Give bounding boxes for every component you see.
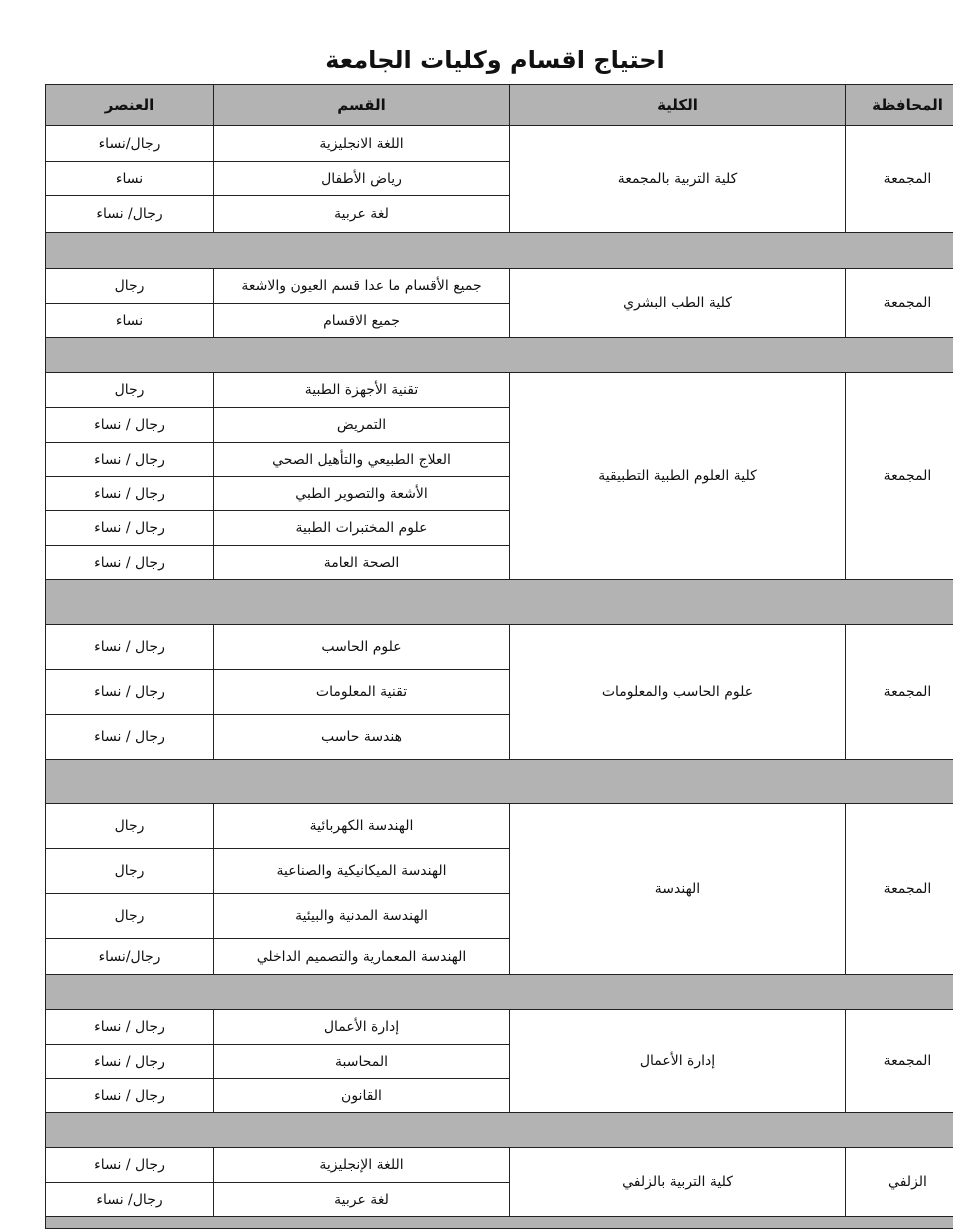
department-cell: اللغة الانجليزية bbox=[214, 126, 510, 162]
element-cell: رجال bbox=[46, 894, 214, 939]
element-cell: رجال / نساء bbox=[46, 1079, 214, 1113]
college-cell: كلية التربية بالزلفي bbox=[510, 1148, 846, 1217]
governorate-cell: المجمعة bbox=[846, 1010, 953, 1113]
department-cell: لغة عربية bbox=[214, 1183, 510, 1217]
governorate-cell: المجمعة bbox=[846, 625, 953, 760]
college-cell: الهندسة bbox=[510, 804, 846, 975]
table-row bbox=[46, 625, 953, 670]
element-cell: رجال/نساء bbox=[46, 939, 214, 975]
element-cell: رجال / نساء bbox=[46, 1010, 214, 1045]
separator-cell bbox=[46, 233, 953, 269]
table-row bbox=[46, 269, 953, 304]
separator-row bbox=[46, 1113, 953, 1148]
element-cell: رجال bbox=[46, 269, 214, 304]
governorate-cell: المجمعة bbox=[846, 804, 953, 975]
element-cell: نساء bbox=[46, 304, 214, 338]
table-body bbox=[46, 126, 953, 1229]
element-cell: رجال/ نساء bbox=[46, 196, 214, 233]
college-cell: كلية التربية بالمجمعة bbox=[510, 126, 846, 233]
element-cell: رجال / نساء bbox=[46, 625, 214, 670]
table-row bbox=[46, 373, 953, 408]
department-cell: الهندسة الميكانيكية والصناعية bbox=[214, 849, 510, 894]
element-cell: رجال / نساء bbox=[46, 511, 214, 546]
header-department: القسم bbox=[214, 85, 510, 126]
department-cell: جميع الاقسام bbox=[214, 304, 510, 338]
element-cell: نساء bbox=[46, 162, 214, 196]
element-cell: رجال / نساء bbox=[46, 1045, 214, 1079]
header-row bbox=[46, 85, 953, 126]
department-cell: علوم الحاسب bbox=[214, 625, 510, 670]
table-row bbox=[46, 126, 953, 162]
department-cell: التمريض bbox=[214, 408, 510, 443]
department-cell: لغة عربية bbox=[214, 196, 510, 233]
header-element: العنصر bbox=[46, 85, 214, 126]
department-cell: رياض الأطفال bbox=[214, 162, 510, 196]
element-cell: رجال / نساء bbox=[46, 715, 214, 760]
college-cell: كلية الطب البشري bbox=[510, 269, 846, 338]
element-cell: رجال / نساء bbox=[46, 1148, 214, 1183]
department-cell: جميع الأقسام ما عدا قسم العيون والاشعة bbox=[214, 269, 510, 304]
governorate-cell: المجمعة bbox=[846, 126, 953, 233]
department-cell: القانون bbox=[214, 1079, 510, 1113]
separator-row bbox=[46, 233, 953, 269]
table-row bbox=[46, 1010, 953, 1045]
element-cell: رجال/نساء bbox=[46, 126, 214, 162]
governorate-cell: المجمعة bbox=[846, 269, 953, 338]
document-title: احتياج اقسام وكليات الجامعة bbox=[0, 42, 953, 78]
element-cell: رجال / نساء bbox=[46, 408, 214, 443]
department-cell: إدارة الأعمال bbox=[214, 1010, 510, 1045]
department-cell: العلاج الطبيعي والتأهيل الصحي bbox=[214, 443, 510, 477]
header-governorate: المحافظة bbox=[846, 85, 953, 126]
needs-table bbox=[45, 84, 953, 1229]
element-cell: رجال / نساء bbox=[46, 443, 214, 477]
college-cell: كلية العلوم الطبية التطبيقية bbox=[510, 373, 846, 580]
element-cell: رجال / نساء bbox=[46, 546, 214, 580]
department-cell: الأشعة والتصوير الطبي bbox=[214, 477, 510, 511]
element-cell: رجال bbox=[46, 849, 214, 894]
table-row bbox=[46, 1148, 953, 1183]
governorate-cell: المجمعة bbox=[846, 373, 953, 580]
separator-cell bbox=[46, 338, 953, 373]
department-cell: هندسة حاسب bbox=[214, 715, 510, 760]
separator-row bbox=[46, 580, 953, 625]
separator-cell bbox=[46, 760, 953, 804]
element-cell: رجال / نساء bbox=[46, 477, 214, 511]
separator-cell bbox=[46, 580, 953, 625]
department-cell: الهندسة المدنية والبيئية bbox=[214, 894, 510, 939]
separator-row bbox=[46, 760, 953, 804]
separator-row bbox=[46, 338, 953, 373]
separator-cell bbox=[46, 1113, 953, 1148]
separator-cell bbox=[46, 975, 953, 1010]
department-cell: تقنية المعلومات bbox=[214, 670, 510, 715]
governorate-cell: الزلفي bbox=[846, 1148, 953, 1217]
element-cell: رجال / نساء bbox=[46, 670, 214, 715]
department-cell: اللغة الإنجليزية bbox=[214, 1148, 510, 1183]
header-college: الكلية bbox=[510, 85, 846, 126]
college-cell: علوم الحاسب والمعلومات bbox=[510, 625, 846, 760]
department-cell: المحاسبة bbox=[214, 1045, 510, 1079]
element-cell: رجال bbox=[46, 373, 214, 408]
department-cell: الهندسة الكهربائية bbox=[214, 804, 510, 849]
department-cell: علوم المختبرات الطبية bbox=[214, 511, 510, 546]
table-row bbox=[46, 804, 953, 849]
department-cell: الصحة العامة bbox=[214, 546, 510, 580]
element-cell: رجال bbox=[46, 804, 214, 849]
college-cell: إدارة الأعمال bbox=[510, 1010, 846, 1113]
separator-row bbox=[46, 975, 953, 1010]
department-cell: الهندسة المعمارية والتصميم الداخلي bbox=[214, 939, 510, 975]
element-cell: رجال/ نساء bbox=[46, 1183, 214, 1217]
department-cell: تقنية الأجهزة الطبية bbox=[214, 373, 510, 408]
